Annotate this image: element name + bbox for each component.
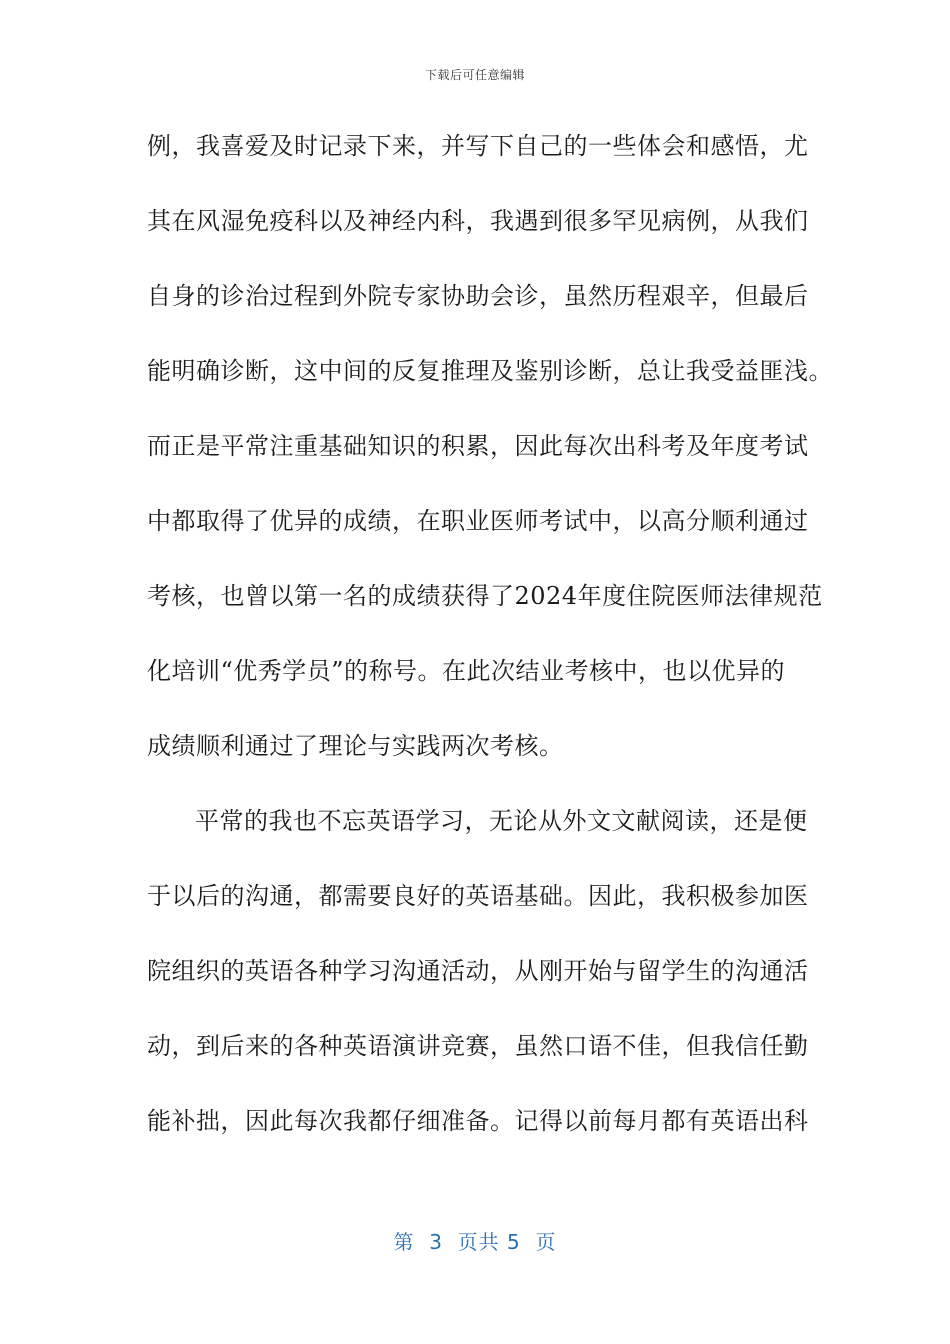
text-line: 自身的诊治过程到外院专家协助会诊，虽然历程艰辛，但最后: [147, 282, 809, 310]
document-body: [147, 130, 833, 1180]
text-line: 院组织的英语各种学习沟通活动，从刚开始与留学生的沟通活: [147, 957, 809, 985]
text-line: 化培训“优秀学员”的称号。在此次结业考核中，也以优异的: [147, 657, 786, 685]
text-line: 动，到后来的各种英语演讲竞赛，虽然口语不佳，但我信任勤: [147, 1032, 809, 1060]
text-line: 例，我喜爱及时记录下来，并写下自己的一些体会和感悟，尤: [147, 132, 809, 160]
paragraph-start-line: 平常的我也不忘英语学习，无论从外文文献阅读，还是便: [195, 807, 808, 835]
text-line: 而正是平常注重基础知识的积累，因此每次出科考及年度考试: [147, 432, 809, 460]
text-line: 能明确诊断，这中间的反复推理及鉴别诊断，总让我受益匪浅。: [147, 357, 833, 385]
text-line: 能补拙，因此每次我都仔细准备。记得以前每月都有英语出科: [147, 1107, 809, 1135]
page-number-footer: 第 3 页共 5 页: [393, 1230, 557, 1254]
text-line: 成绩顺利通过了理论与实践两次考核。: [147, 732, 564, 760]
text-line: 于以后的沟通，都需要良好的英语基础。因此，我积极参加医: [147, 882, 809, 910]
page-header: 下载后可任意编辑: [424, 68, 525, 82]
text-line: 其在风湿免疫科以及神经内科，我遇到很多罕见病例，从我们: [147, 207, 809, 235]
text-line: 考核，也曾以第一名的成绩获得了2024年度住院医师法律规范: [147, 582, 823, 610]
text-line: 中都取得了优异的成绩，在职业医师考试中，以高分顺利通过: [147, 507, 809, 535]
